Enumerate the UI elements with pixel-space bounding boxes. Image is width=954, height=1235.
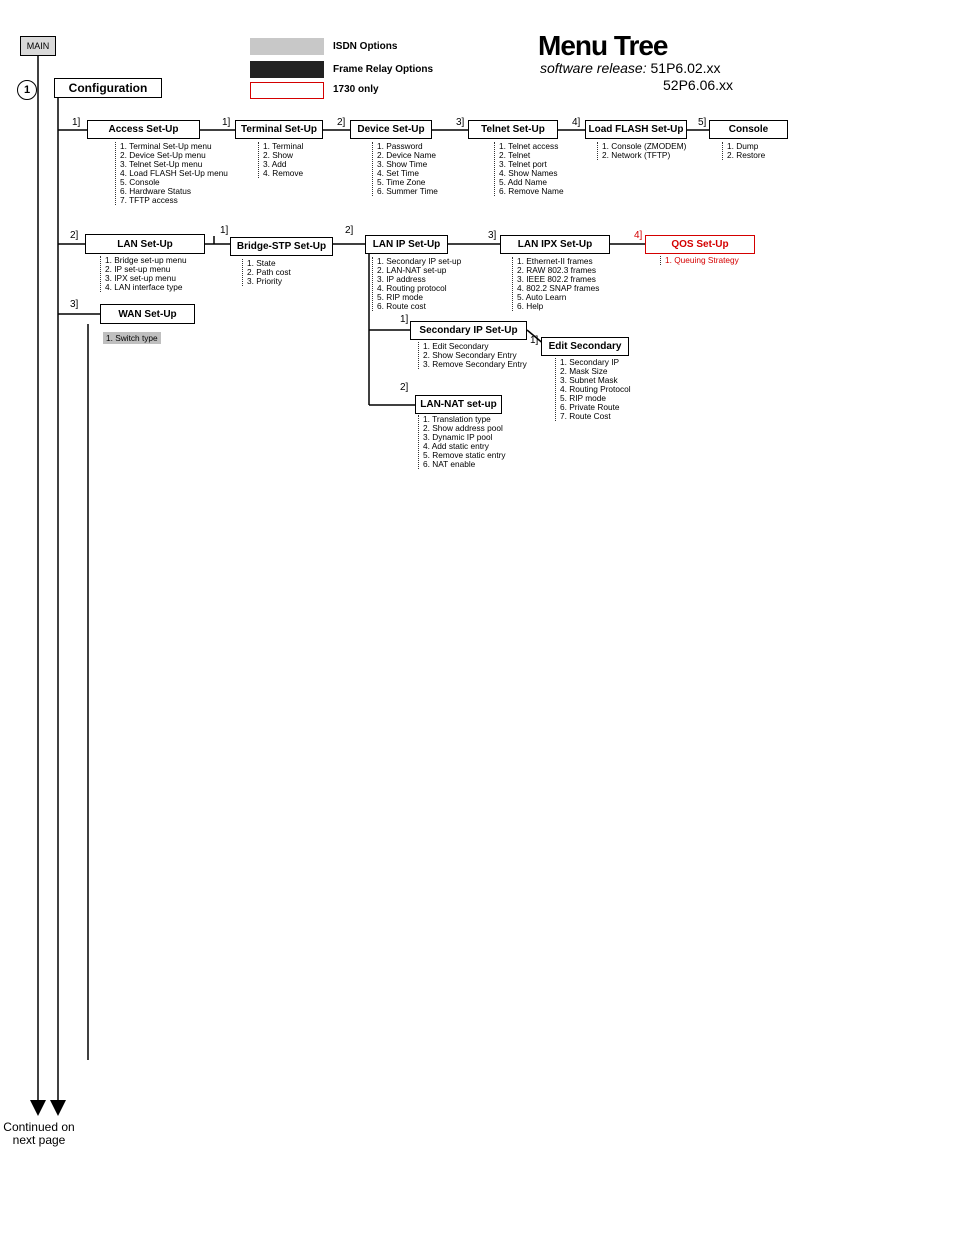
access-setup-label: Access Set-Up <box>108 124 179 135</box>
menu-item: 5. Time Zone <box>377 177 426 187</box>
menu-item: 7. Route Cost <box>560 411 611 421</box>
menu-item: 1. State <box>247 258 276 268</box>
menu-item: 6. Route cost <box>377 301 426 311</box>
device-num: 2] <box>337 117 346 128</box>
legend-1730-label: 1730 only <box>333 84 379 95</box>
menu-item: 4. Add static entry <box>423 441 489 451</box>
wan-num: 3] <box>70 299 79 310</box>
circle-number: 1 <box>23 84 31 96</box>
lan-setup-label: LAN Set-Up <box>117 238 173 250</box>
menu-item: 2. Telnet <box>499 150 531 160</box>
menu-item: 4. Show Names <box>499 168 558 178</box>
menu-item: 3. Telnet port <box>499 159 547 169</box>
menu-item: 6. Summer Time <box>377 186 438 196</box>
menu-item: 4. Load FLASH Set-Up menu <box>120 168 228 178</box>
menu-item: 3. Telnet Set-Up menu <box>120 159 203 169</box>
continued-note: Continued on next page <box>3 1120 75 1147</box>
page-circle-marker <box>17 80 37 100</box>
lan-ip-label: LAN IP Set-Up <box>372 239 441 250</box>
terminal-setup-list <box>258 142 303 178</box>
device-setup-label: Device Set-Up <box>357 124 425 135</box>
menu-item: 2. Show address pool <box>423 423 503 433</box>
menu-item: 2. Network (TFTP) <box>602 150 671 160</box>
menu-item: 5. Auto Learn <box>517 292 567 302</box>
device-setup-list <box>372 142 438 196</box>
menu-item: 5. Add Name <box>499 177 547 187</box>
lan-ipx-list <box>512 257 599 311</box>
menu-item: 2. Show Secondary Entry <box>423 350 517 360</box>
legend-isdn-swatch <box>250 38 324 55</box>
wan-setup-label: WAN Set-Up <box>118 308 177 320</box>
menu-item: 5. Console <box>120 177 160 187</box>
menu-item: 4. Remove <box>263 168 304 178</box>
terminal-num: 1] <box>222 117 231 128</box>
menu-item: 1. Secondary IP set-up <box>377 256 462 266</box>
flash-setup-list <box>597 142 686 160</box>
switch-type-item: 1. Switch type <box>103 332 161 344</box>
menu-item: 3. Subnet Mask <box>560 375 618 385</box>
nat-num: 2] <box>400 382 409 393</box>
menu-item: 3. Show Time <box>377 159 428 169</box>
lan-nat-label: LAN-NAT set-up <box>420 399 497 410</box>
lan-ip-box <box>365 235 448 254</box>
telnet-setup-list <box>494 142 564 196</box>
secondary-ip-label: Secondary IP Set-Up <box>419 325 518 336</box>
main-box <box>20 36 56 56</box>
menu-item: 6. Private Route <box>560 402 620 412</box>
menu-item: 1. Terminal <box>263 141 304 151</box>
release-label: software release: <box>540 60 647 76</box>
editsec-num: 1] <box>530 335 539 346</box>
menu-item: 1. Translation type <box>423 414 491 424</box>
menu-item: 1. Queuing Strategy <box>665 255 739 265</box>
bridge-stp-list <box>242 259 291 286</box>
menu-item: 6. Remove Name <box>499 186 564 196</box>
lan-ip-list <box>372 257 461 311</box>
wan-setup-box <box>100 304 195 324</box>
menu-item: 2. Path cost <box>247 267 291 277</box>
flash-num: 4] <box>572 117 581 128</box>
menu-item: 5. RIP mode <box>560 393 606 403</box>
main-label: MAIN <box>26 41 50 51</box>
menu-item: 1. Telnet access <box>499 141 559 151</box>
bridge-num: 1] <box>220 225 229 236</box>
qos-setup-label: QOS Set-Up <box>671 239 729 250</box>
release-1: 51P6.02.xx <box>650 60 721 76</box>
lan-nat-box <box>415 395 502 414</box>
console-list <box>722 142 765 160</box>
telnet-setup-box <box>468 120 558 139</box>
terminal-setup-label: Terminal Set-Up <box>241 124 317 135</box>
menu-item: 3. IPX set-up menu <box>105 273 177 283</box>
lanipx-num: 3] <box>488 230 497 241</box>
menu-item: 3. Remove Secondary Entry <box>423 359 527 369</box>
access-setup-box <box>87 120 200 139</box>
legend-frame-swatch <box>250 61 324 78</box>
menu-item: 2. Device Set-Up menu <box>120 150 206 160</box>
legend-isdn-label: ISDN Options <box>333 41 398 52</box>
menu-item: 4. LAN interface type <box>105 282 183 292</box>
menu-item: 1. Ethernet-II frames <box>517 256 593 266</box>
qos-setup-box <box>645 235 755 254</box>
menu-item: 3. IEEE 802.2 frames <box>517 274 596 284</box>
menu-item: 3. IP address <box>377 274 426 284</box>
access-num: 1] <box>72 117 81 128</box>
access-setup-list <box>115 142 228 205</box>
edit-secondary-list <box>555 358 631 421</box>
bridge-stp-box <box>230 237 333 256</box>
secondary-ip-list <box>418 342 527 369</box>
terminal-setup-box <box>235 120 323 139</box>
flash-setup-label: Load FLASH Set-Up <box>588 124 684 135</box>
menu-item: 4. Routing protocol <box>377 283 447 293</box>
menu-item: 7. TFTP access <box>120 195 178 205</box>
menu-item: 3. Priority <box>247 276 283 286</box>
telnet-setup-label: Telnet Set-Up <box>481 124 545 135</box>
menu-item: 5. Remove static entry <box>423 450 506 460</box>
menu-item: 6. NAT enable <box>423 459 476 469</box>
menu-item: 2. Mask Size <box>560 366 608 376</box>
menu-item: 1. Bridge set-up menu <box>105 255 187 265</box>
lan-setup-list <box>100 256 187 292</box>
edit-secondary-label: Edit Secondary <box>548 341 622 352</box>
lan-num: 2] <box>70 230 79 241</box>
menu-item: 6. Hardware Status <box>120 186 192 196</box>
menu-item: 5. RIP mode <box>377 292 423 302</box>
console-box <box>709 120 788 139</box>
secondary-ip-box <box>410 321 527 340</box>
console-label: Console <box>728 124 769 135</box>
legend-frame-label: Frame Relay Options <box>333 64 434 75</box>
lanip-num: 2] <box>345 225 354 236</box>
configuration-box <box>54 78 162 98</box>
menu-item: 1. Console (ZMODEM) <box>602 141 687 151</box>
secondary-num: 1] <box>400 314 409 325</box>
lan-nat-list <box>418 415 506 469</box>
menu-item: 4. Set Time <box>377 168 419 178</box>
menu-item: 1. Terminal Set-Up menu <box>120 141 212 151</box>
menu-item: 1. Password <box>377 141 423 151</box>
release-line-1 <box>540 60 721 76</box>
menu-item: 1. Dump <box>727 141 759 151</box>
menu-item: 2. Show <box>263 150 293 160</box>
configuration-label: Configuration <box>68 81 148 95</box>
lan-ipx-box <box>500 235 610 254</box>
menu-item: 4. 802.2 SNAP frames <box>517 283 600 293</box>
lan-ipx-label: LAN IPX Set-Up <box>517 239 593 250</box>
lan-setup-box <box>85 234 205 254</box>
qos-num: 4] <box>634 230 643 241</box>
telnet-num: 3] <box>456 117 465 128</box>
menu-item: 2. IP set-up menu <box>105 264 171 274</box>
menu-item: 3. Dynamic IP pool <box>423 432 493 442</box>
flash-setup-box <box>585 120 687 139</box>
menu-item: 1. Edit Secondary <box>423 341 489 351</box>
page-title: Menu Tree <box>538 30 668 61</box>
edit-secondary-box <box>541 337 629 356</box>
menu-item: 3. Add <box>263 159 287 169</box>
device-setup-box <box>350 120 432 139</box>
menu-item: 2. LAN-NAT set-up <box>377 265 447 275</box>
bridge-stp-label: Bridge-STP Set-Up <box>236 241 327 252</box>
menu-item: 2. Device Name <box>377 150 437 160</box>
menu-item: 2. RAW 802.3 frames <box>517 265 597 275</box>
legend-1730-swatch <box>250 82 324 99</box>
menu-item: 1. Secondary IP <box>560 357 620 367</box>
menu-item: 2. Restore <box>727 150 766 160</box>
menu-item: 6. Help <box>517 301 544 311</box>
console-num: 5] <box>698 117 707 128</box>
qos-setup-list <box>660 256 739 265</box>
menu-item: 4. Routing Protocol <box>560 384 631 394</box>
release-2: 52P6.06.xx <box>663 77 734 93</box>
